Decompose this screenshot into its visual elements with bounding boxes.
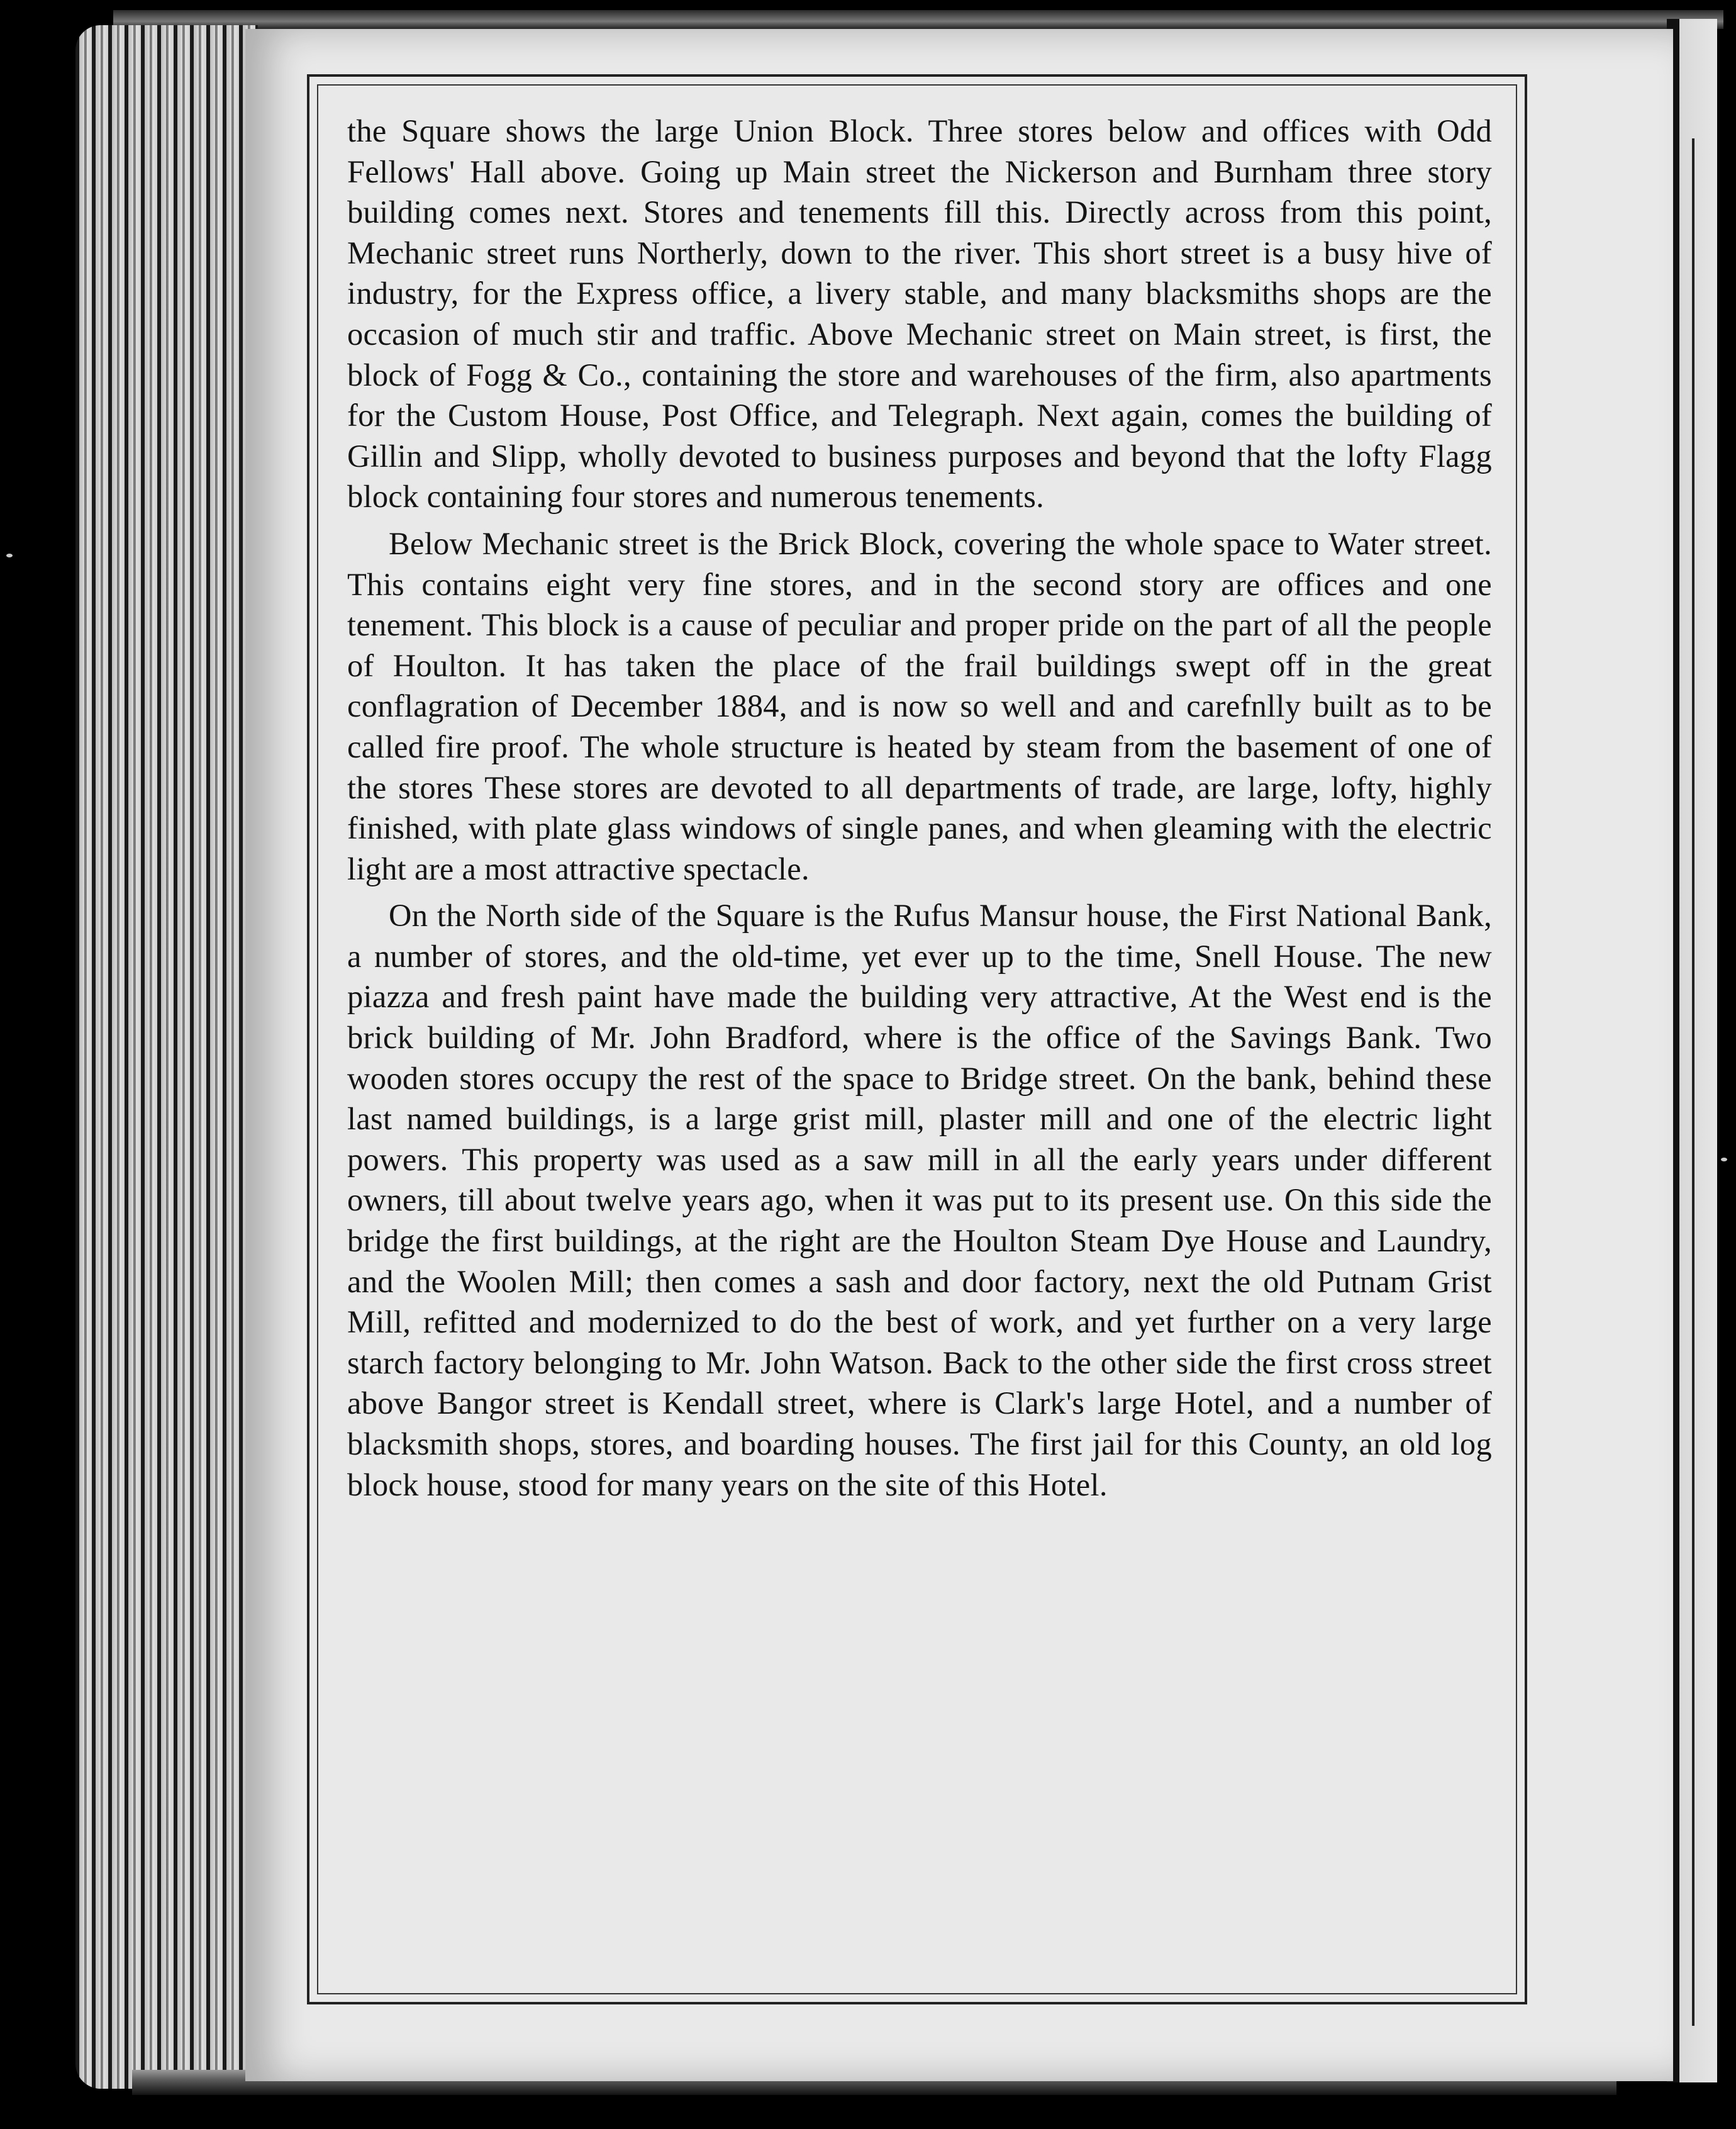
- paragraph: On the North side of the Square is the Rufus Mansur house, the First National Bank, a number of stores, and the old-time, yet ever up to the time, Snell House. The new piazza and fresh paint have made the building very attractive, At the West end is the brick building of Mr. John Bradford, where is the office of the Savings Bank. Two wooden stores occupy the rest of the space to Bridge street. On the bank, behind these last named buildings, is a large grist mill, plaster mill and one of the electric light powers. This property was used as a saw mill in all the early years under different owners, till about twelve years ago, when it was put to its present use. On this side the bridge the first buildings, at the right are the Houlton Steam Dye House and Laundry, and the Woolen Mill; then comes a sash and door factory, next the old Putnam Grist Mill, refitted and modernized to do the best of work, and yet further on a very large starch factory belonging to Mr. John Watson. Back to the other side the first cross street above Bangor street is Kendall street, where is Clark's large Hotel, and a number of blacksmith shops, stores, and boarding houses. The first jail for this County, an old log block house, stood for many years on the site of this Hotel.: [347, 898, 1492, 1502]
- book-top-edge: [113, 10, 1723, 29]
- paragraph: the Square shows the large Union Block. Three stores below and offices with Odd Fellows' Hall above. Going up Main street the Nickerson and Burnham three story building comes next. Stores and tenements fill this. Directly across from this point, Mechanic street runs Northerly, down to the river. This short street is a busy hive of industry, for the Express office, a livery stable, and many blacksmiths shops are the occasion of much stir and traffic. Above Mechanic street on Main street, is first, the block of Fogg & Co., containing the store and warehouses of the firm, also apartments for the Custom House, Post Office, and Telegraph. Next again, comes the building of Gillin and Slipp, wholly devoted to business purposes and beyond that the lofty Flagg block containing four stores and numerous tenements.: [347, 113, 1492, 515]
- body-text: [347, 111, 1492, 1505]
- scan-speck: [6, 554, 13, 557]
- scan-speck: [1721, 1158, 1727, 1161]
- paragraph: Below Mechanic street is the Brick Block, covering the whole space to Water street. This contains eight very fine stores, and in the second story are offices and one tenement. This block is a cause of peculiar and proper pride on the part of all the people of Houlton. It has taken the place of the frail buildings swept off in the great conflagration of December 1884, and is now so well and and carefnlly built as to be called fire proof. The whole structure is heated by steam from the basement of one of the stores These stores are devoted to all departments of trade, are large, lofty, highly finished, with plate glass windows of single panes, and when gleaming with the electric light are a most attractive spectacle.: [347, 525, 1492, 886]
- facing-page-border-rule: [1692, 138, 1694, 2026]
- book-page-edges: [75, 25, 258, 2089]
